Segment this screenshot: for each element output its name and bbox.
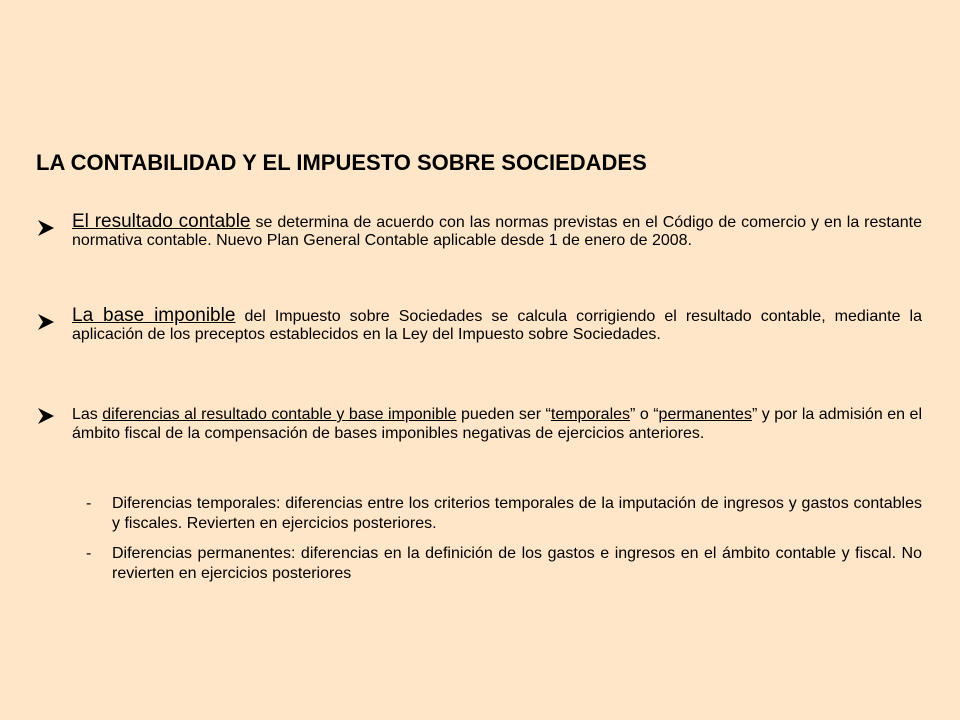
bullet-lead: El resultado contable [72, 211, 251, 232]
bullet-body: se determina de acuerdo con las normas previstas en el Código de comercio y en la restante normativa contable. Nuevo Plan General Contable aplicable desde 1 de enero de 2008. [72, 214, 922, 249]
arrow-bullet-icon [36, 218, 56, 238]
sub-item-text: Diferencias permanentes: diferencias en la definición de los gastos e ingresos en el ámbito contable y fiscal. No revierten en ejercicios posteriores [112, 545, 922, 582]
bullet-part: Las [72, 406, 103, 423]
dash-marker: - [86, 495, 92, 512]
underlined-term-permanentes: permanentes [658, 406, 752, 423]
arrow-bullet-icon [36, 312, 56, 332]
underlined-term-temporales: temporales [550, 406, 631, 423]
bullet-text [72, 213, 922, 250]
sub-item-permanentes [86, 544, 922, 584]
sub-item-temporales [86, 494, 922, 534]
bullet-part: ” y por la admisión en el ámbito fiscal de la compensación de bases imponibles negativas de ejercicios anteriores. [72, 406, 923, 442]
arrow-bullet-icon [36, 406, 56, 426]
bullet-base-imponible [36, 307, 922, 344]
slide-title: LA CONTABILIDAD Y EL IMPUESTO SOBRE SOCIEDADES [36, 150, 647, 175]
bullet-text [72, 307, 922, 344]
sub-item-text: Diferencias temporales: diferencias entre los criterios temporales de la imputación de ingresos y gastos contables y fiscales. Revierten en ejercicios posteriores. [112, 495, 922, 532]
bullet-diferencias [36, 405, 922, 443]
bullet-body: del Impuesto sobre Sociedades se calcula corrigiendo el resultado contable, mediante la aplicación de los preceptos establecidos en la Ley del Impuesto sobre Sociedades. [72, 308, 922, 343]
bullet-text [72, 405, 922, 443]
dash-marker: - [86, 545, 92, 562]
bullet-resultado-contable [36, 213, 922, 250]
bullet-part: pueden ser “ [456, 406, 551, 423]
bullet-lead: La base imponible [72, 305, 236, 326]
underlined-term-diferencias: diferencias al resultado contable y base imponible [102, 406, 457, 423]
bullet-part: ” o “ [630, 406, 659, 423]
